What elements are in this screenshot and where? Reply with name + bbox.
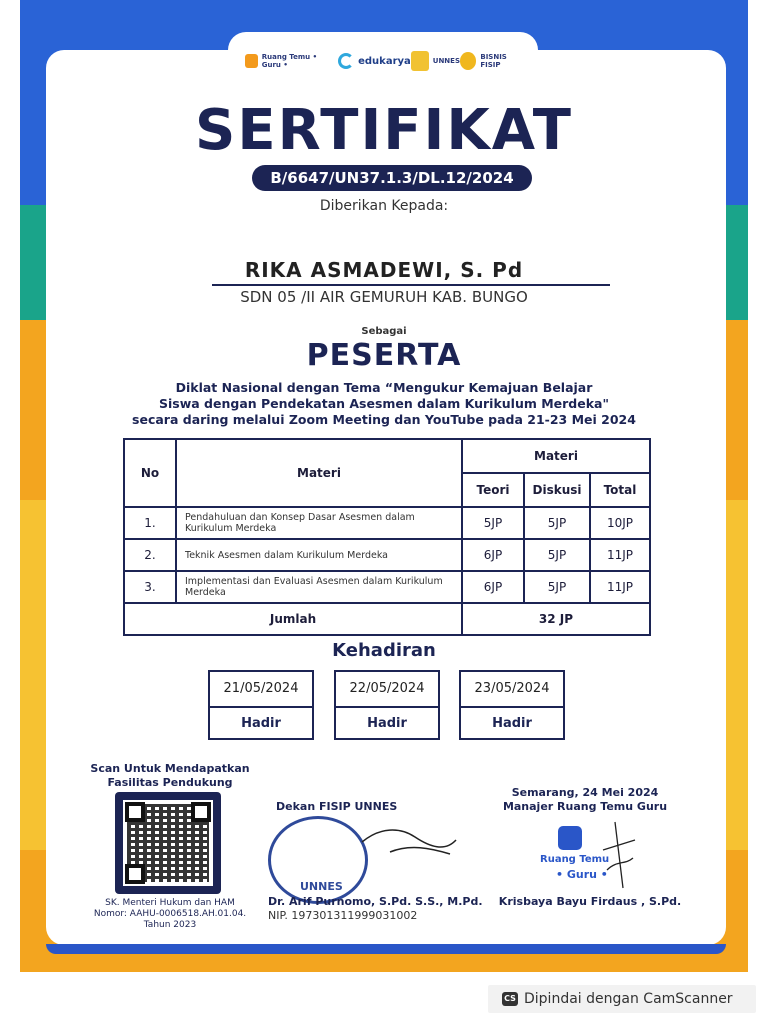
rtg-stamp-line2: • Guru •: [556, 868, 608, 881]
row-total: 11JP: [590, 571, 650, 603]
attendance-status: Hadir: [367, 716, 407, 731]
camscanner-watermark: [488, 985, 756, 1013]
certificate-number: B/6647/UN37.1.3/DL.12/2024: [252, 165, 532, 191]
qr-finder: [125, 864, 145, 884]
certificate-title: SERTIFIKAT: [195, 98, 573, 163]
attendance-date: 22/05/2024: [336, 672, 438, 708]
col-teori-header: Teori: [462, 473, 524, 507]
rtg-stamp-icon: [558, 826, 582, 850]
role-title: PESERTA: [306, 338, 462, 373]
as-label: Sebagai: [361, 326, 407, 337]
row-materi: Implementasi dan Evaluasi Asesmen dalam Kurikulum Merdeka: [176, 571, 462, 603]
table-row: [124, 571, 650, 603]
materials-table: [123, 438, 651, 636]
col-no-header: No: [124, 439, 176, 507]
ruang-temu-guru-text: Ruang Temu • Guru •: [261, 53, 318, 69]
col-materi-group-header: Materi: [462, 439, 650, 473]
event-description: [0, 380, 768, 428]
attendance-date: 21/05/2024: [210, 672, 312, 708]
edukarya-icon: [338, 53, 354, 69]
sk-line: Tahun 2023: [143, 920, 197, 930]
place-date: Semarang, 24 Mei 2024: [511, 786, 659, 799]
jumlah-label: Jumlah: [124, 603, 462, 635]
row-total: 11JP: [590, 539, 650, 571]
dean-name: Dr. Arif Purnomo, S.Pd. S.S., M.Pd.: [268, 895, 483, 908]
unnes-text: UNNES: [432, 57, 460, 65]
qr-finder: [125, 802, 145, 822]
table-total-row: [124, 603, 650, 635]
bisnis-fisip-icon: [460, 52, 476, 70]
row-no: 1.: [124, 507, 176, 539]
unnes-seal-icon: [411, 51, 429, 71]
place-date-block: [495, 786, 675, 814]
camscanner-text: Dipindai dengan CamScanner: [524, 991, 733, 1007]
row-no: 3.: [124, 571, 176, 603]
row-total: 10JP: [590, 507, 650, 539]
row-diskusi: 5JP: [524, 571, 590, 603]
bisnis-fisip-logo: [460, 52, 525, 70]
card-bottom-strip: [46, 944, 726, 954]
given-to-label: Diberikan Kepada:: [319, 198, 449, 214]
attendance-day: [334, 670, 440, 740]
attendance-day: [208, 670, 314, 740]
scan-line: Fasilitas Pendukung: [107, 776, 233, 789]
manager-signature: [595, 820, 640, 890]
col-diskusi-header: Diskusi: [524, 473, 590, 507]
row-diskusi: 5JP: [524, 507, 590, 539]
jumlah-value: 32 JP: [462, 603, 650, 635]
attendance-status: Hadir: [492, 716, 532, 731]
scan-line: Scan Untuk Mendapatkan: [90, 762, 250, 775]
attendance-title: Kehadiran: [332, 640, 436, 661]
scan-caption: [80, 762, 260, 790]
sk-line: Nomor: AAHU-0006518.AH.01.04.: [93, 909, 247, 919]
row-teori: 6JP: [462, 571, 524, 603]
qr-code-inner: [123, 800, 213, 886]
row-materi: Pendahuluan dan Konsep Dasar Asesmen dalam Kurikulum Merdeka: [176, 507, 462, 539]
col-materi-header: Materi: [176, 439, 462, 507]
ruang-temu-guru-icon: [245, 54, 258, 68]
recipient-name: RIKA ASMADEWI, S. Pd: [244, 258, 524, 282]
name-underline: [212, 284, 610, 286]
ruang-temu-guru-stamp: [540, 820, 640, 890]
stamp-text: UNNES: [300, 880, 343, 893]
row-teori: 6JP: [462, 539, 524, 571]
attendance-status: Hadir: [241, 716, 281, 731]
ruang-temu-guru-logo: [245, 53, 338, 69]
partner-logos: [245, 44, 525, 78]
recipient-school: SDN 05 /II AIR GEMURUH KAB. BUNGO: [240, 288, 528, 306]
qr-finder: [191, 802, 211, 822]
row-diskusi: 5JP: [524, 539, 590, 571]
camscanner-icon: CS: [502, 992, 518, 1006]
col-total-header: Total: [590, 473, 650, 507]
bisnis-fisip-text: BISNIS FISIP: [480, 53, 507, 69]
attendance-date: 23/05/2024: [461, 672, 563, 708]
manager-name: Krisbaya Bayu Firdaus , S.Pd.: [498, 895, 682, 908]
dean-signature: [360, 822, 460, 862]
sk-text: [70, 898, 270, 931]
unnes-logo: [411, 51, 460, 71]
description-line: Siswa dengan Pendekatan Asesmen dalam Kurikulum Merdeka": [158, 396, 609, 411]
table-row: [124, 507, 650, 539]
rtg-stamp-line1: Ruang Temu: [540, 854, 610, 865]
attendance-day: [459, 670, 565, 740]
dean-title: Dekan FISIP UNNES: [276, 800, 398, 813]
description-line: Diklat Nasional dengan Tema “Mengukur Kemajuan Belajar: [175, 380, 593, 395]
edukarya-logo: [338, 53, 411, 69]
qr-code[interactable]: [115, 792, 221, 894]
sk-line: SK. Menteri Hukum dan HAM: [105, 898, 235, 908]
dean-nip: NIP. 197301311999031002: [268, 909, 418, 922]
description-line: secara daring melalui Zoom Meeting dan YouTube pada 21-23 Mei 2024: [132, 412, 636, 427]
row-teori: 5JP: [462, 507, 524, 539]
table-row: [124, 539, 650, 571]
row-no: 2.: [124, 539, 176, 571]
row-materi: Teknik Asesmen dalam Kurikulum Merdeka: [176, 539, 462, 571]
manager-title: Manajer Ruang Temu Guru: [502, 800, 668, 813]
edukarya-text: edukarya: [358, 55, 411, 67]
